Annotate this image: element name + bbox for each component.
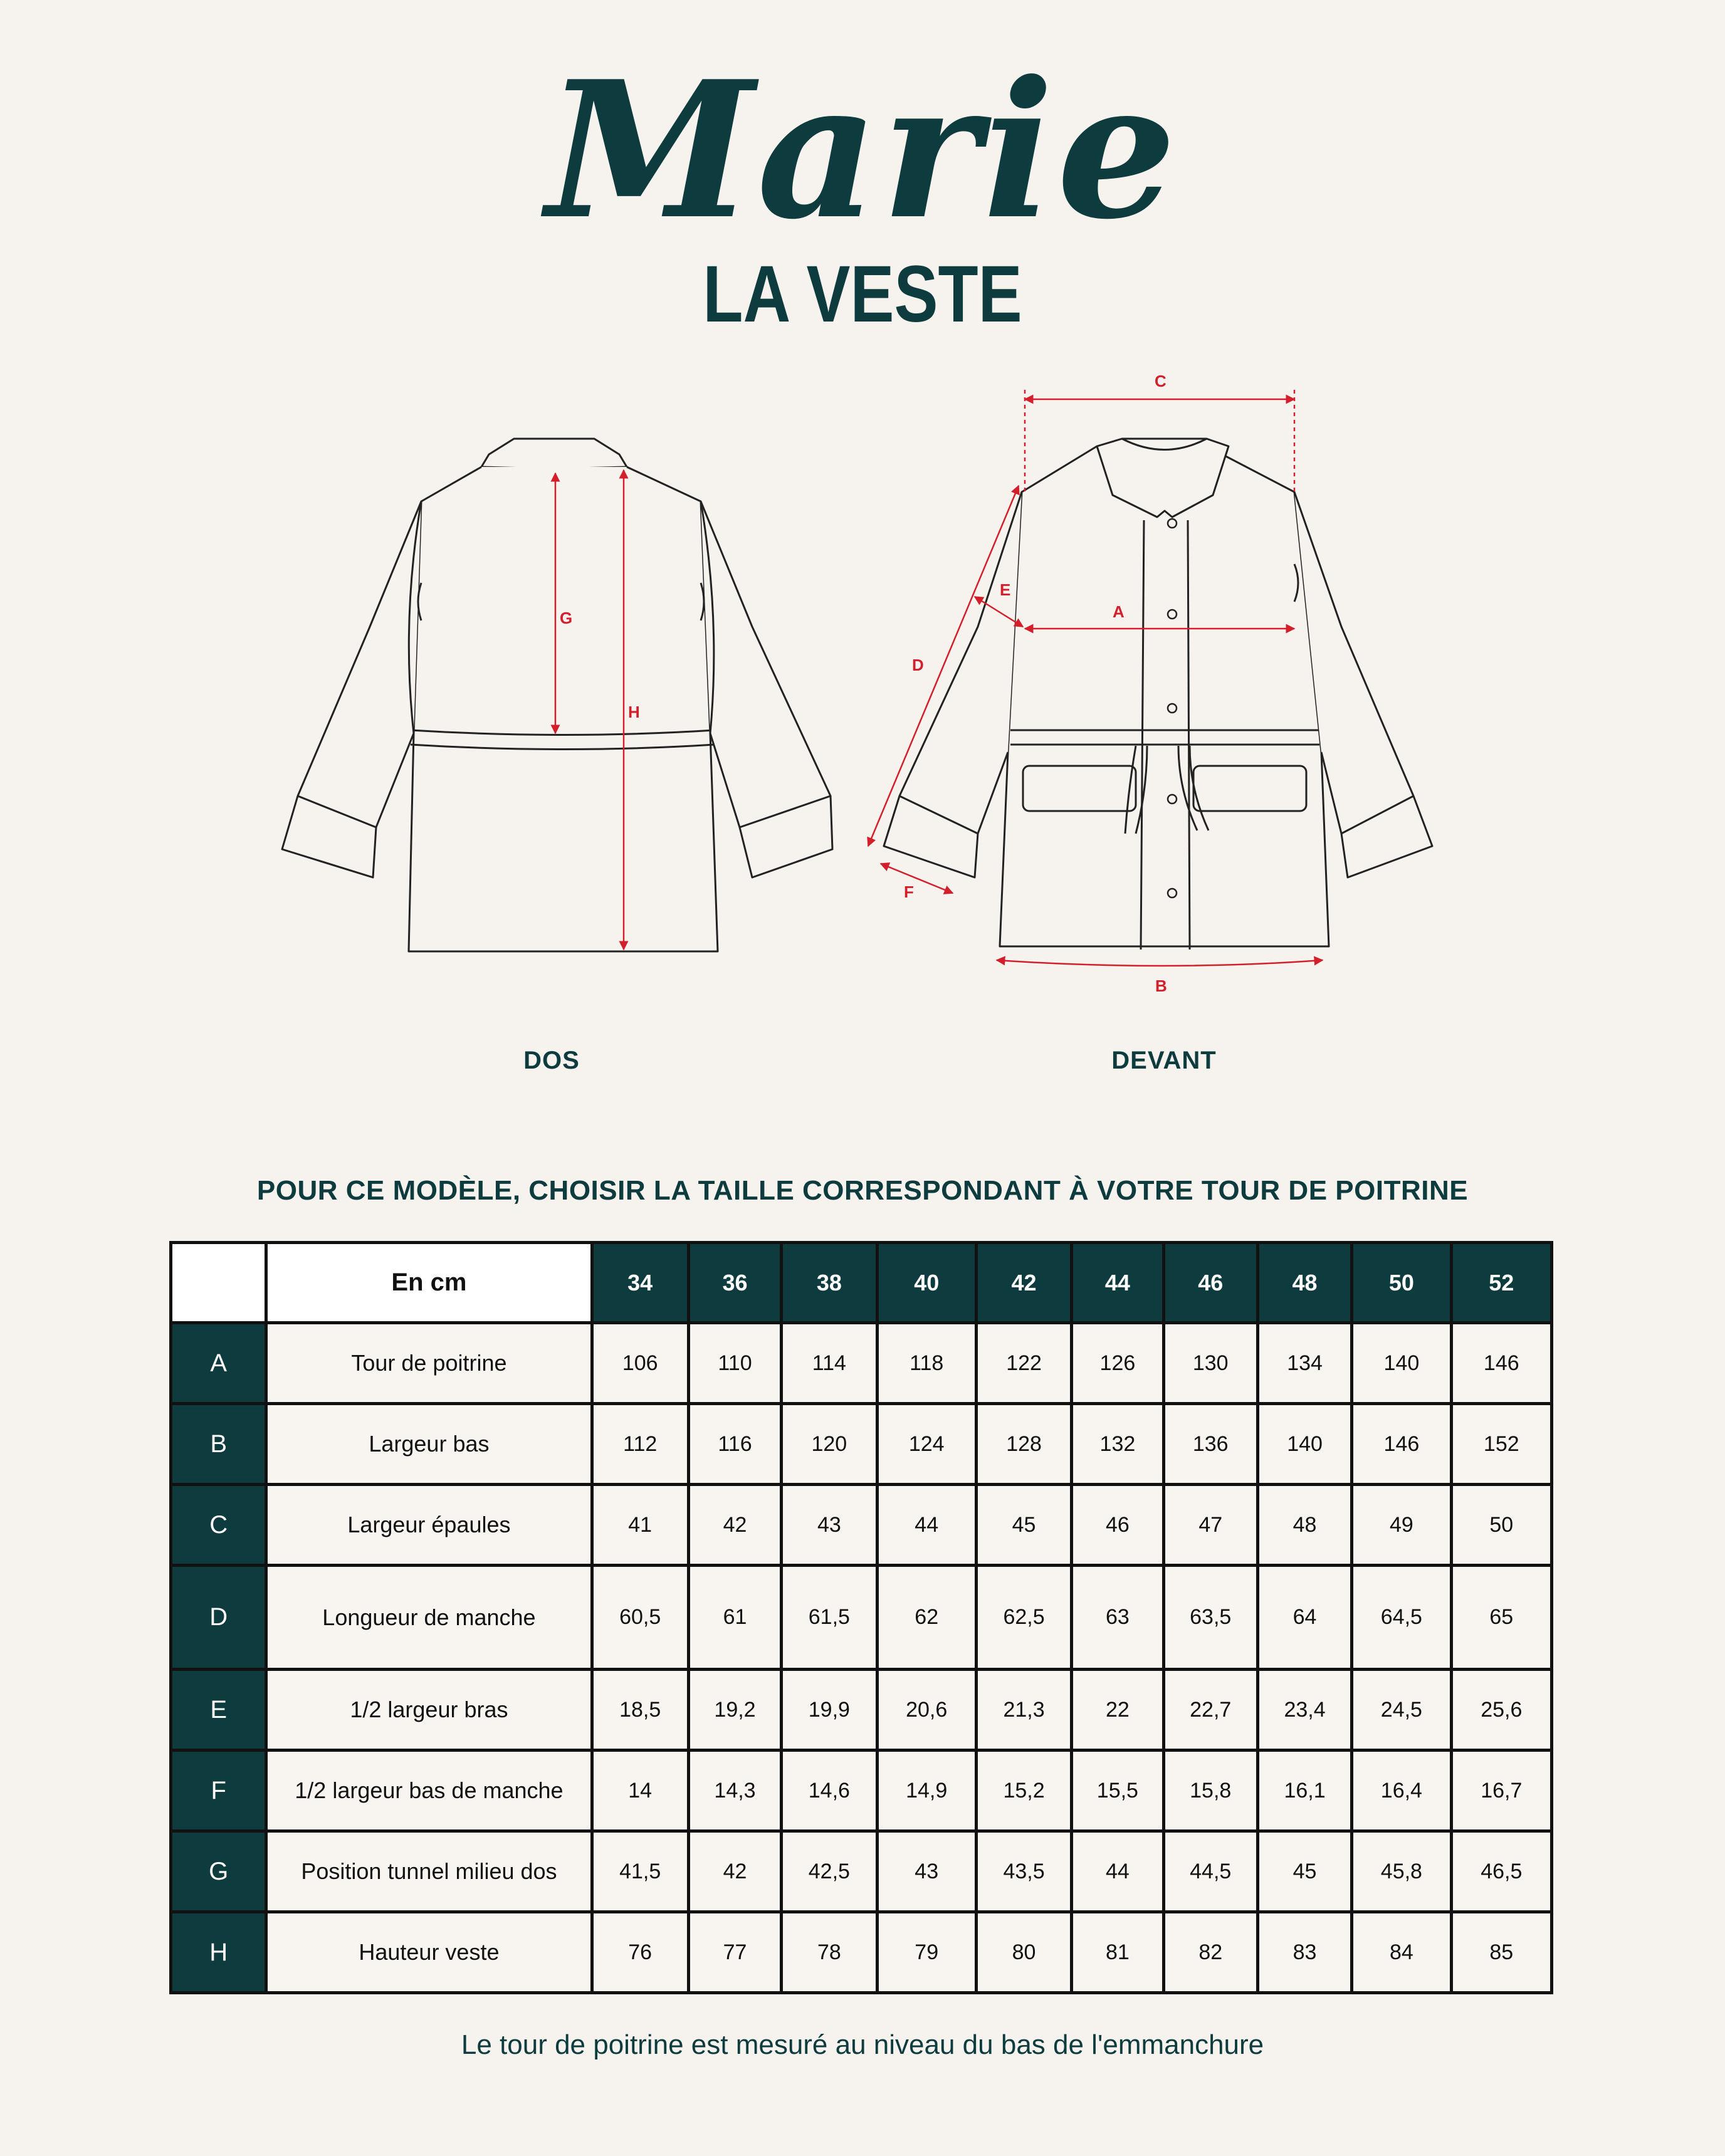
table-row: [171, 1831, 1552, 1912]
value-cell: 114: [782, 1323, 877, 1404]
value-cell: 152: [1451, 1404, 1551, 1485]
value-cell: 76: [592, 1912, 688, 1993]
size-header: 34: [592, 1243, 688, 1323]
value-cell: 23,4: [1257, 1670, 1351, 1750]
row-letter: F: [171, 1750, 266, 1831]
value-cell: 41,5: [592, 1831, 688, 1912]
table-row: [171, 1670, 1552, 1750]
value-cell: 44: [877, 1485, 976, 1566]
product-subtitle: LA VESTE: [703, 249, 1022, 339]
table-row: [171, 1485, 1552, 1566]
value-cell: 19,9: [782, 1670, 877, 1750]
value-cell: 78: [782, 1912, 877, 1993]
value-cell: 43: [782, 1485, 877, 1566]
size-header: 40: [877, 1243, 976, 1323]
back-view-label: DOS: [523, 1047, 580, 1074]
value-cell: 48: [1257, 1485, 1351, 1566]
value-cell: 79: [877, 1912, 976, 1993]
value-cell: 85: [1451, 1912, 1551, 1993]
row-letter: A: [171, 1323, 266, 1404]
value-cell: 140: [1352, 1323, 1451, 1404]
value-cell: 15,5: [1072, 1750, 1163, 1831]
value-cell: 46,5: [1451, 1831, 1551, 1912]
row-label: Largeur bas: [266, 1404, 592, 1485]
value-cell: 16,1: [1257, 1750, 1351, 1831]
value-cell: 47: [1163, 1485, 1257, 1566]
value-cell: 77: [688, 1912, 781, 1993]
value-cell: 42: [688, 1485, 781, 1566]
row-letter: D: [171, 1566, 266, 1670]
measure-label-a: A: [1113, 602, 1125, 621]
size-header: 48: [1257, 1243, 1351, 1323]
value-cell: 44: [1072, 1831, 1163, 1912]
measure-label-e: E: [1000, 580, 1011, 599]
value-cell: 64: [1257, 1566, 1351, 1670]
row-letter: G: [171, 1831, 266, 1912]
value-cell: 146: [1352, 1404, 1451, 1485]
table-corner: [171, 1243, 266, 1323]
value-cell: 14,9: [877, 1750, 976, 1831]
table-row: [171, 1323, 1552, 1404]
unit-header: En cm: [266, 1243, 592, 1323]
value-cell: 43,5: [976, 1831, 1071, 1912]
value-cell: 43: [877, 1831, 976, 1912]
measure-label-d: D: [912, 656, 924, 674]
row-label: Largeur épaules: [266, 1485, 592, 1566]
value-cell: 61,5: [782, 1566, 877, 1670]
value-cell: 62: [877, 1566, 976, 1670]
size-header: 50: [1352, 1243, 1451, 1323]
size-header: 42: [976, 1243, 1071, 1323]
value-cell: 63,5: [1163, 1566, 1257, 1670]
value-cell: 140: [1257, 1404, 1351, 1485]
size-header: 52: [1451, 1243, 1551, 1323]
value-cell: 16,7: [1451, 1750, 1551, 1831]
value-cell: 82: [1163, 1912, 1257, 1993]
row-letter: H: [171, 1912, 266, 1993]
measurement-footnote: Le tour de poitrine est mesuré au niveau du bas de l'emmanchure: [461, 2029, 1264, 2060]
value-cell: 22: [1072, 1670, 1163, 1750]
measure-label-f: F: [904, 882, 914, 901]
value-cell: 14,3: [688, 1750, 781, 1831]
value-cell: 41: [592, 1485, 688, 1566]
size-header-row: [171, 1243, 1552, 1323]
size-header: 38: [782, 1243, 877, 1323]
value-cell: 84: [1352, 1912, 1451, 1993]
table-row: [171, 1912, 1552, 1993]
value-cell: 124: [877, 1404, 976, 1485]
value-cell: 25,6: [1451, 1670, 1551, 1750]
table-row: [171, 1566, 1552, 1670]
size-header: 46: [1163, 1243, 1257, 1323]
row-label: 1/2 largeur bas de manche: [266, 1750, 592, 1831]
value-cell: 24,5: [1352, 1670, 1451, 1750]
front-view-jacket: [884, 439, 1432, 950]
value-cell: 61: [688, 1566, 781, 1670]
table-row: [171, 1404, 1552, 1485]
value-cell: 118: [877, 1323, 976, 1404]
value-cell: 15,8: [1163, 1750, 1257, 1831]
value-cell: 45,8: [1352, 1831, 1451, 1912]
front-view-label: DEVANT: [1111, 1047, 1217, 1074]
size-header: 44: [1072, 1243, 1163, 1323]
value-cell: 136: [1163, 1404, 1257, 1485]
back-view-jacket: [282, 439, 832, 951]
value-cell: 130: [1163, 1323, 1257, 1404]
value-cell: 49: [1352, 1485, 1451, 1566]
value-cell: 46: [1072, 1485, 1163, 1566]
value-cell: 50: [1451, 1485, 1551, 1566]
value-cell: 81: [1072, 1912, 1163, 1993]
value-cell: 64,5: [1352, 1566, 1451, 1670]
value-cell: 45: [1257, 1831, 1351, 1912]
row-label: Position tunnel milieu dos: [266, 1831, 592, 1912]
row-letter: B: [171, 1404, 266, 1485]
size-chart-table: [169, 1241, 1553, 1994]
value-cell: 18,5: [592, 1670, 688, 1750]
value-cell: 122: [976, 1323, 1071, 1404]
value-cell: 65: [1451, 1566, 1551, 1670]
product-name: Marie: [546, 39, 1179, 261]
measure-label-h: H: [628, 703, 640, 721]
measure-label-g: G: [560, 609, 573, 627]
value-cell: 80: [976, 1912, 1071, 1993]
row-label: Hauteur veste: [266, 1912, 592, 1993]
size-instruction: POUR CE MODÈLE, CHOISIR LA TAILLE CORRESPONDANT À VOTRE TOUR DE POITRINE: [256, 1175, 1469, 1206]
table-row: [171, 1750, 1552, 1831]
garment-diagrams: [0, 351, 1725, 1040]
measure-label-c: C: [1155, 372, 1167, 390]
value-cell: 42,5: [782, 1831, 877, 1912]
value-cell: 120: [782, 1404, 877, 1485]
value-cell: 112: [592, 1404, 688, 1485]
value-cell: 42: [688, 1831, 781, 1912]
value-cell: 63: [1072, 1566, 1163, 1670]
value-cell: 106: [592, 1323, 688, 1404]
value-cell: 45: [976, 1485, 1071, 1566]
value-cell: 16,4: [1352, 1750, 1451, 1831]
measure-label-b: B: [1155, 976, 1167, 995]
row-label: 1/2 largeur bras: [266, 1670, 592, 1750]
row-label: Longueur de manche: [266, 1566, 592, 1670]
value-cell: 15,2: [976, 1750, 1071, 1831]
value-cell: 132: [1072, 1404, 1163, 1485]
row-label: Tour de poitrine: [266, 1323, 592, 1404]
value-cell: 134: [1257, 1323, 1351, 1404]
value-cell: 14,6: [782, 1750, 877, 1831]
value-cell: 14: [592, 1750, 688, 1831]
value-cell: 21,3: [976, 1670, 1071, 1750]
value-cell: 146: [1451, 1323, 1551, 1404]
value-cell: 126: [1072, 1323, 1163, 1404]
value-cell: 83: [1257, 1912, 1351, 1993]
row-letter: C: [171, 1485, 266, 1566]
row-letter: E: [171, 1670, 266, 1750]
value-cell: 20,6: [877, 1670, 976, 1750]
value-cell: 60,5: [592, 1566, 688, 1670]
value-cell: 22,7: [1163, 1670, 1257, 1750]
value-cell: 116: [688, 1404, 781, 1485]
value-cell: 19,2: [688, 1670, 781, 1750]
value-cell: 44,5: [1163, 1831, 1257, 1912]
value-cell: 110: [688, 1323, 781, 1404]
value-cell: 128: [976, 1404, 1071, 1485]
size-header: 36: [688, 1243, 781, 1323]
value-cell: 62,5: [976, 1566, 1071, 1670]
